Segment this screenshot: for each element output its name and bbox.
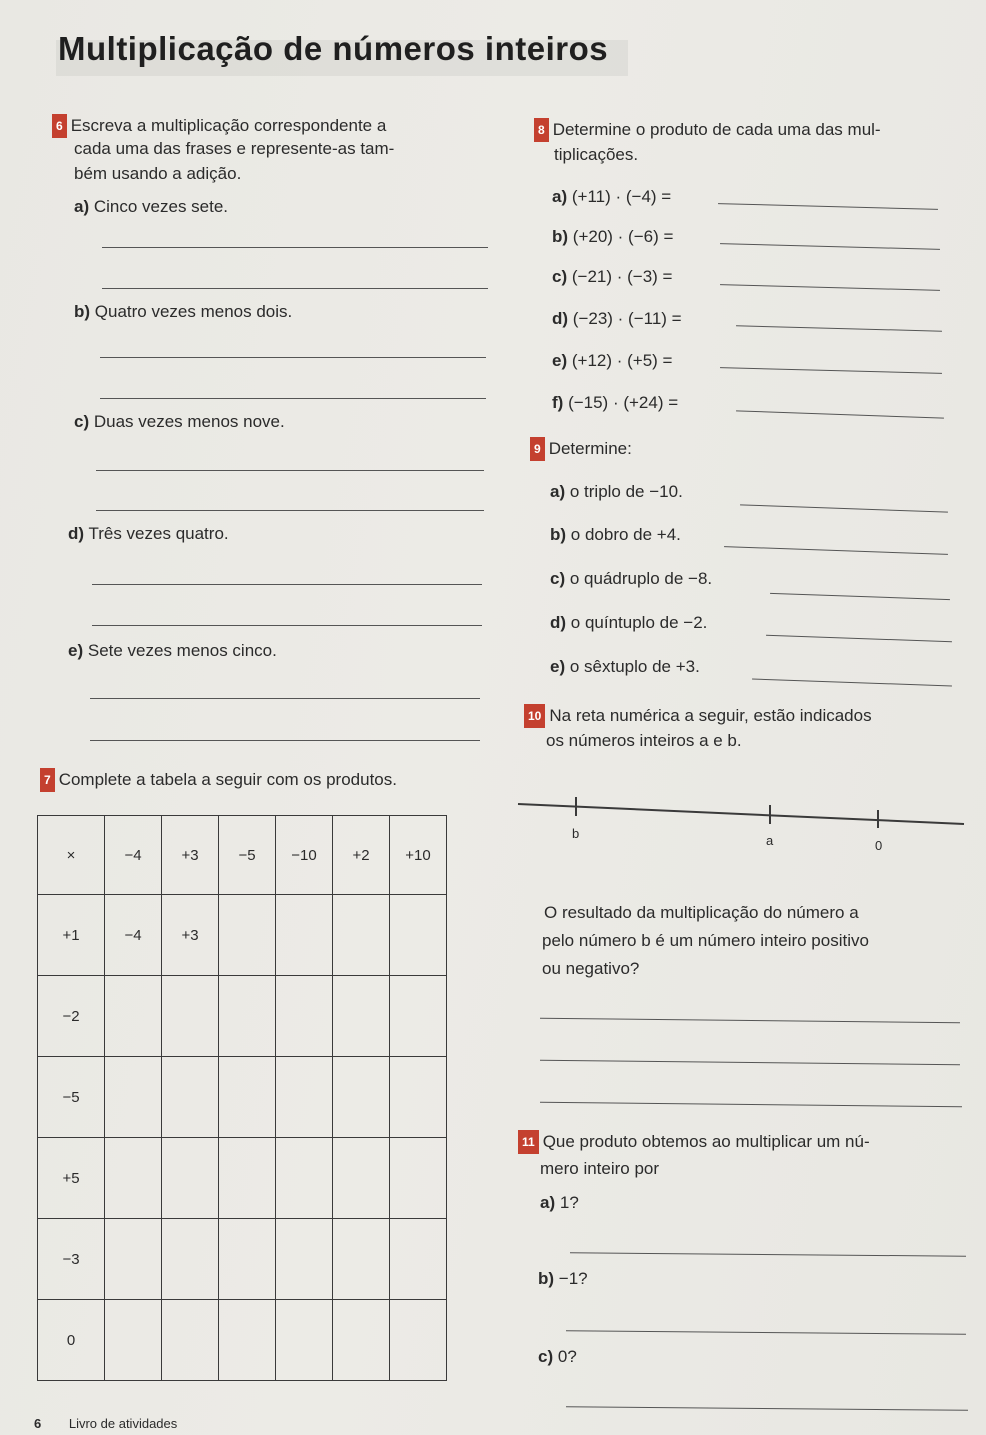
q11-number: 11 xyxy=(518,1130,539,1154)
answer-line[interactable] xyxy=(724,546,948,555)
table-cell[interactable] xyxy=(162,976,219,1057)
table-row-header: −2 xyxy=(38,976,105,1057)
q11-prompt-line2: mero inteiro por xyxy=(540,1159,660,1178)
answer-line[interactable] xyxy=(766,635,952,642)
table-cell[interactable] xyxy=(333,976,390,1057)
q8-item-d: d) (−23) · (−11) = xyxy=(552,309,682,328)
footer xyxy=(34,1416,177,1431)
table-header-row xyxy=(38,816,447,895)
table-cell[interactable] xyxy=(390,895,447,976)
table-row-header: 0 xyxy=(38,1300,105,1381)
table-cell[interactable] xyxy=(105,1138,162,1219)
q6-item-c: c) Duas vezes menos nove. xyxy=(74,412,285,431)
q9-number: 9 xyxy=(530,437,545,461)
label-b: b xyxy=(572,826,580,841)
table-header-cell: +10 xyxy=(390,816,447,895)
table-header-cell: +3 xyxy=(162,816,219,895)
table-cell[interactable] xyxy=(105,1219,162,1300)
q8-number: 8 xyxy=(534,118,549,142)
q9-item-d: d) o quíntuplo de −2. xyxy=(550,613,708,632)
q6-prompt-line2: cada uma das frases e represente-as tam- xyxy=(74,139,395,158)
table-cell[interactable] xyxy=(219,1057,276,1138)
q7-prompt: 7 Complete a tabela a seguir com os produtos. xyxy=(40,768,397,792)
q6-prompt-line1: 6 Escreva a multiplicação correspondente a xyxy=(52,114,386,138)
table-cell[interactable] xyxy=(390,1300,447,1381)
answer-line[interactable] xyxy=(740,504,948,512)
answer-line[interactable] xyxy=(92,584,482,585)
answer-line[interactable] xyxy=(100,398,486,399)
table-cell[interactable] xyxy=(333,1138,390,1219)
table-row xyxy=(38,1219,447,1300)
q11-item-c: c) 0? xyxy=(538,1347,577,1366)
table-cell[interactable] xyxy=(390,1138,447,1219)
table-cell[interactable] xyxy=(333,895,390,976)
answer-line[interactable] xyxy=(720,243,940,250)
q10-prompt-line1: 10 Na reta numérica a seguir, estão indicados xyxy=(524,704,872,728)
table-cell[interactable] xyxy=(105,1057,162,1138)
answer-line[interactable] xyxy=(566,1330,966,1334)
q9-item-a: a) o triplo de −10. xyxy=(550,482,683,501)
q10-question-line1: O resultado da multiplicação do número a xyxy=(544,903,859,922)
q9-item-e: e) o sêxtuplo de +3. xyxy=(550,657,700,676)
q7-number: 7 xyxy=(40,768,55,792)
table-header-cell: −5 xyxy=(219,816,276,895)
q11-item-a: a) 1? xyxy=(540,1193,579,1212)
answer-line[interactable] xyxy=(720,367,942,374)
q11-prompt-line1: 11 Que produto obtemos ao multiplicar um nú- xyxy=(518,1130,870,1154)
table-header-cell: +2 xyxy=(333,816,390,895)
table-row-header: +5 xyxy=(38,1138,105,1219)
answer-line[interactable] xyxy=(92,625,482,626)
table-row xyxy=(38,976,447,1057)
q10-prompt-line2: os números inteiros a e b. xyxy=(546,731,742,750)
table-cell[interactable] xyxy=(276,976,333,1057)
table-cell[interactable] xyxy=(390,1219,447,1300)
answer-line[interactable] xyxy=(718,203,938,210)
q8-prompt-line2: tiplicações. xyxy=(554,145,639,164)
q6-prompt-line3: bém usando a adição. xyxy=(74,164,242,183)
label-a: a xyxy=(766,833,774,848)
table-cell[interactable] xyxy=(162,1219,219,1300)
answer-line[interactable] xyxy=(540,1018,960,1023)
answer-line[interactable] xyxy=(566,1406,968,1411)
table-row xyxy=(38,1057,447,1138)
q6-item-b: b) Quatro vezes menos dois. xyxy=(74,302,293,321)
answer-line[interactable] xyxy=(736,410,944,418)
q6-item-e: e) Sete vezes menos cinco. xyxy=(68,641,277,660)
q9-item-b: b) o dobro de +4. xyxy=(550,525,681,544)
table-cell[interactable] xyxy=(219,895,276,976)
table-row-header: −5 xyxy=(38,1057,105,1138)
table-cell[interactable] xyxy=(219,1300,276,1381)
q10-question-line2: pelo número b é um número inteiro positivo xyxy=(542,931,869,950)
footer-label: Livro de atividades xyxy=(68,1416,178,1431)
table-header-cell: −4 xyxy=(105,816,162,895)
table-cell[interactable] xyxy=(276,1057,333,1138)
answer-line[interactable] xyxy=(90,698,480,699)
table-row xyxy=(38,1138,447,1219)
table-cell[interactable] xyxy=(162,1300,219,1381)
table-cell[interactable] xyxy=(219,1219,276,1300)
table-cell[interactable] xyxy=(162,1057,219,1138)
table-cell[interactable] xyxy=(333,1300,390,1381)
table-cell[interactable] xyxy=(219,1138,276,1219)
table-header-cell: −10 xyxy=(276,816,333,895)
q9-item-c: c) o quádruplo de −8. xyxy=(550,569,713,588)
answer-line[interactable] xyxy=(96,510,484,511)
answer-line[interactable] xyxy=(752,679,952,687)
label-zero: 0 xyxy=(875,838,883,853)
q10-number: 10 xyxy=(524,704,545,728)
table-row xyxy=(38,895,447,976)
answer-line[interactable] xyxy=(770,593,950,600)
q8-item-f: f) (−15) · (+24) = xyxy=(552,393,679,412)
answer-line[interactable] xyxy=(100,357,486,358)
table-cell[interactable] xyxy=(333,1219,390,1300)
answer-line[interactable] xyxy=(720,284,940,291)
page-number: 6 xyxy=(34,1416,42,1431)
answer-line[interactable] xyxy=(102,288,488,289)
table-row xyxy=(38,1300,447,1381)
q6-item-d: d) Três vezes quatro. xyxy=(68,524,229,543)
table-cell[interactable] xyxy=(162,1138,219,1219)
q6-item-a: a) Cinco vezes sete. xyxy=(74,197,229,216)
table-cell[interactable] xyxy=(276,1138,333,1219)
answer-line[interactable] xyxy=(540,1102,962,1107)
q10-question-line3: ou negativo? xyxy=(542,959,640,978)
number-line-axis xyxy=(518,804,964,824)
table-cell: +3 xyxy=(162,895,219,976)
q8-item-a: a) (+11) · (−4) = xyxy=(552,187,672,206)
table-cell[interactable] xyxy=(276,1300,333,1381)
q11-item-b: b) −1? xyxy=(538,1269,588,1288)
q6-number: 6 xyxy=(52,114,67,138)
table-cell[interactable] xyxy=(390,976,447,1057)
answer-line[interactable] xyxy=(90,740,480,741)
answer-line[interactable] xyxy=(736,325,942,331)
table-cell[interactable] xyxy=(390,1057,447,1138)
answer-line[interactable] xyxy=(102,247,488,248)
page-title: Multiplicação de números inteiros xyxy=(58,30,609,67)
answer-line[interactable] xyxy=(570,1252,966,1256)
q8-item-c: c) (−21) · (−3) = xyxy=(552,267,673,286)
answer-line[interactable] xyxy=(96,470,484,471)
number-line xyxy=(512,790,972,860)
q8-prompt-line1: 8 Determine o produto de cada uma das mul- xyxy=(534,118,881,142)
table-cell[interactable] xyxy=(105,1300,162,1381)
table-cell[interactable] xyxy=(276,895,333,976)
table-cell[interactable] xyxy=(105,976,162,1057)
table-header-cell: × xyxy=(38,816,105,895)
answer-line[interactable] xyxy=(540,1060,960,1065)
table-cell[interactable] xyxy=(219,976,276,1057)
table-cell[interactable] xyxy=(276,1219,333,1300)
products-table xyxy=(37,815,447,1381)
q8-item-e: e) (+12) · (+5) = xyxy=(552,351,673,370)
table-row-header: −3 xyxy=(38,1219,105,1300)
table-cell: −4 xyxy=(105,895,162,976)
table-row-header: +1 xyxy=(38,895,105,976)
q9-prompt: 9 Determine: xyxy=(530,437,632,461)
q8-item-b: b) (+20) · (−6) = xyxy=(552,227,674,246)
table-cell[interactable] xyxy=(333,1057,390,1138)
